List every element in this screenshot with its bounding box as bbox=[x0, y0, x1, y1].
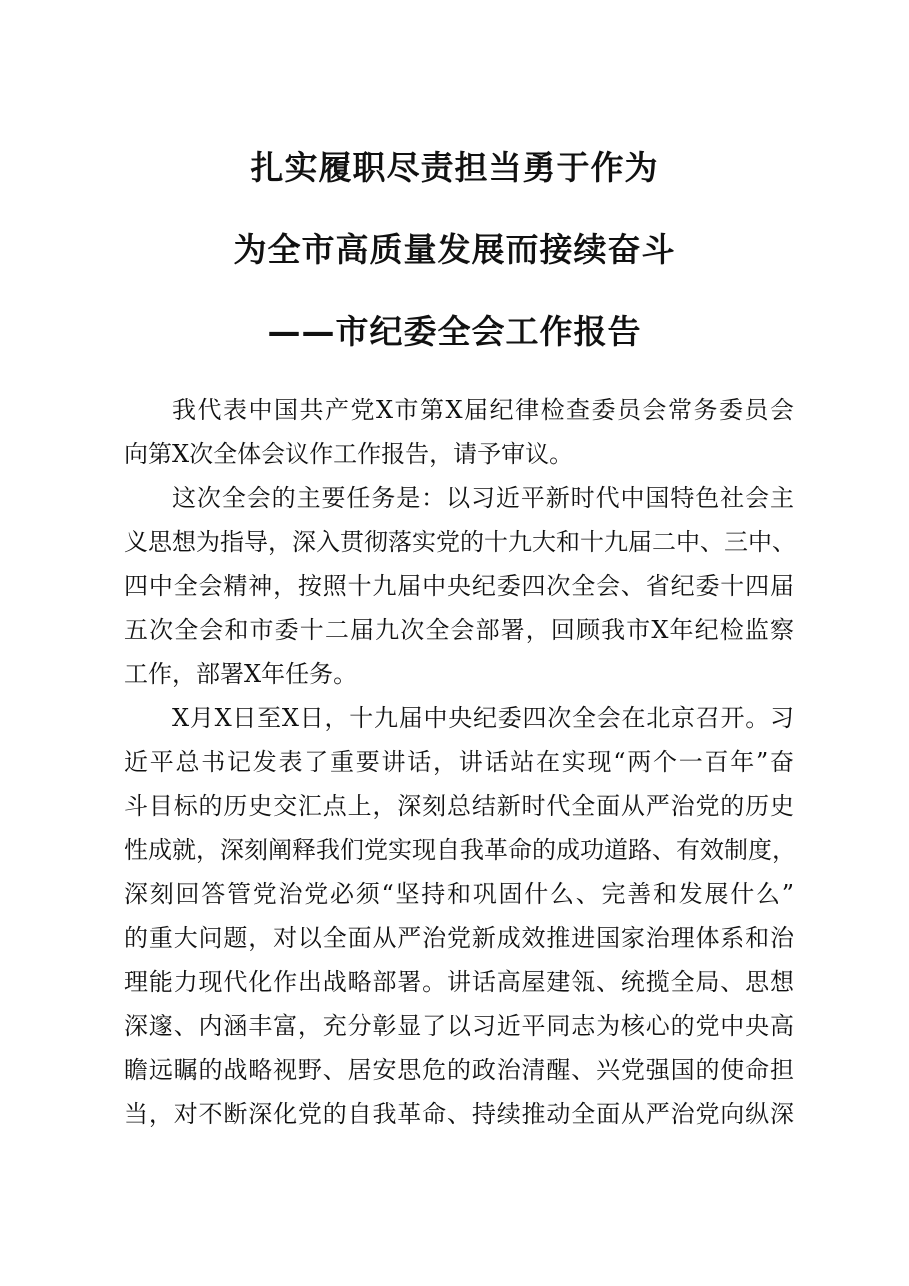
paragraph-line: 五次全会和市委十二届九次全会部署，回顾我市X年纪检监察 bbox=[124, 616, 794, 644]
paragraph-line: X月X日至X日，十九届中央纪委四次全会在北京召开。习 bbox=[172, 704, 794, 732]
paragraph-line: 近平总书记发表了重要讲话，讲话站在实现“两个一百年”奋 bbox=[124, 748, 794, 776]
subtitle-line: ——市纪委全会工作报告 bbox=[267, 312, 642, 351]
paragraph-line: 我代表中国共产党X市第X届纪律检查委员会常务委员会 bbox=[172, 396, 794, 424]
paragraph-line: 当，对不断深化党的自我革命、持续推动全面从严治党向纵深 bbox=[124, 1100, 794, 1128]
paragraph-line: 四中全会精神，按照十九届中央纪委四次全会、省纪委十四届 bbox=[124, 572, 794, 600]
paragraph-1 bbox=[124, 388, 794, 476]
paragraph-line: 工作，部署X年任务。 bbox=[124, 660, 358, 688]
paragraph-line: 深刻回答管党治党必须“坚持和巩固什么、完善和发展什么” bbox=[124, 880, 794, 908]
title-line-2: 为全市高质量发展而接续奋斗 bbox=[233, 230, 676, 269]
paragraph-line: 这次全会的主要任务是：以习近平新时代中国特色社会主 bbox=[172, 484, 794, 512]
paragraph-line: 向第X次全体会议作工作报告，请予审议。 bbox=[124, 440, 574, 468]
paragraph-3 bbox=[124, 696, 794, 1136]
paragraph-line: 的重大问题，对以全面从严治党新成效推进国家治理体系和治 bbox=[124, 924, 794, 952]
paragraph-line: 理能力现代化作出战略部署。讲话高屋建瓴、统揽全局、思想 bbox=[124, 968, 794, 996]
paragraph-line: 深邃、内涵丰富，充分彰显了以习近平同志为核心的党中央高 bbox=[124, 1012, 794, 1040]
paragraph-line: 义思想为指导，深入贯彻落实党的十九大和十九届二中、三中、 bbox=[124, 528, 796, 556]
report-body bbox=[124, 388, 794, 1136]
title-line-1: 扎实履职尽责担当勇于作为 bbox=[250, 148, 659, 187]
paragraph-line: 瞻远瞩的战略视野、居安思危的政治清醒、兴党强国的使命担 bbox=[124, 1056, 794, 1084]
paragraph-line: 斗目标的历史交汇点上，深刻总结新时代全面从严治党的历史 bbox=[124, 792, 794, 820]
paragraph-2 bbox=[124, 476, 794, 696]
paragraph-line: 性成就，深刻阐释我们党实现自我革命的成功道路、有效制度， bbox=[124, 836, 796, 864]
